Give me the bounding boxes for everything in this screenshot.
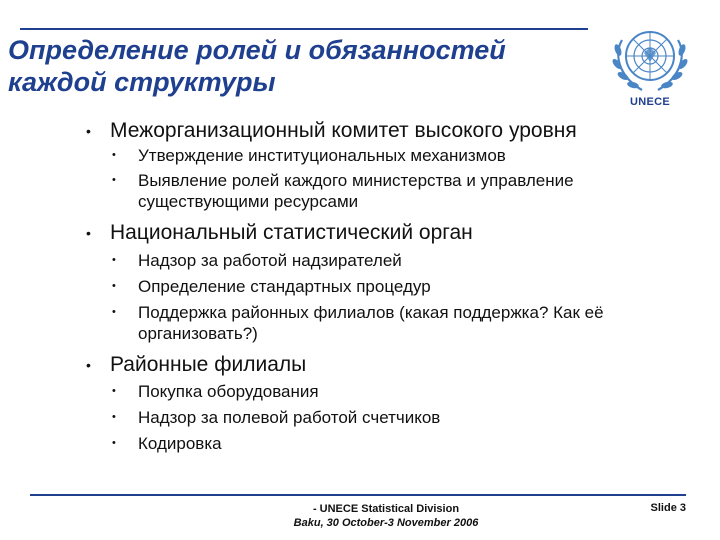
bullet-icon: • [86,225,91,241]
sub-bullet-icon: • [112,280,116,292]
footer-division: - UNECE Statistical Division [312,503,460,515]
sub-bullet-icon: • [112,411,116,423]
bullet-icon: • [86,123,91,139]
slide-title-line-2: каждой структуры [8,67,276,97]
sub-bullet-icon: • [112,385,116,397]
footer-event: Baku, 30 October-3 November 2006 [293,517,479,529]
bullet-text: Национальный статистический орган [110,221,473,244]
bullet-text: Районные филиалы [110,353,307,376]
bullet-text: Межорганизационный комитет высокого уровня [110,119,577,142]
sub-bullet-text: Поддержка районных филиалов (какая поддержка? Как её организовать?) [138,303,604,343]
slide-title-line-1: Определение ролей и обязанностей [8,35,506,65]
sub-bullet-text: Покупка оборудования [138,382,319,401]
bullet-icon: • [86,357,91,373]
sub-bullet-icon: • [112,254,116,266]
sub-bullet-icon: • [112,437,116,449]
sub-bullet-icon: • [112,149,116,161]
unece-logo-label: UNECE [629,96,670,108]
sub-bullet-text: Выявление ролей каждого министерства и управление существующими ресурсами [138,171,574,211]
sub-bullet-text: Надзор за полевой работой счетчиков [138,408,441,427]
sub-bullet-text: Утверждение институциональных механизмов [138,146,506,165]
sub-bullet-text: Определение стандартных процедур [138,277,431,296]
footer [236,502,536,530]
sub-bullet-text: Надзор за работой надзирателей [138,251,402,270]
footer-rule [30,494,686,496]
slide-number: Slide 3 [650,502,686,514]
sub-bullet-icon: • [112,174,116,186]
sub-bullet-icon: • [112,306,116,318]
sub-bullet-text: Кодировка [138,434,222,453]
